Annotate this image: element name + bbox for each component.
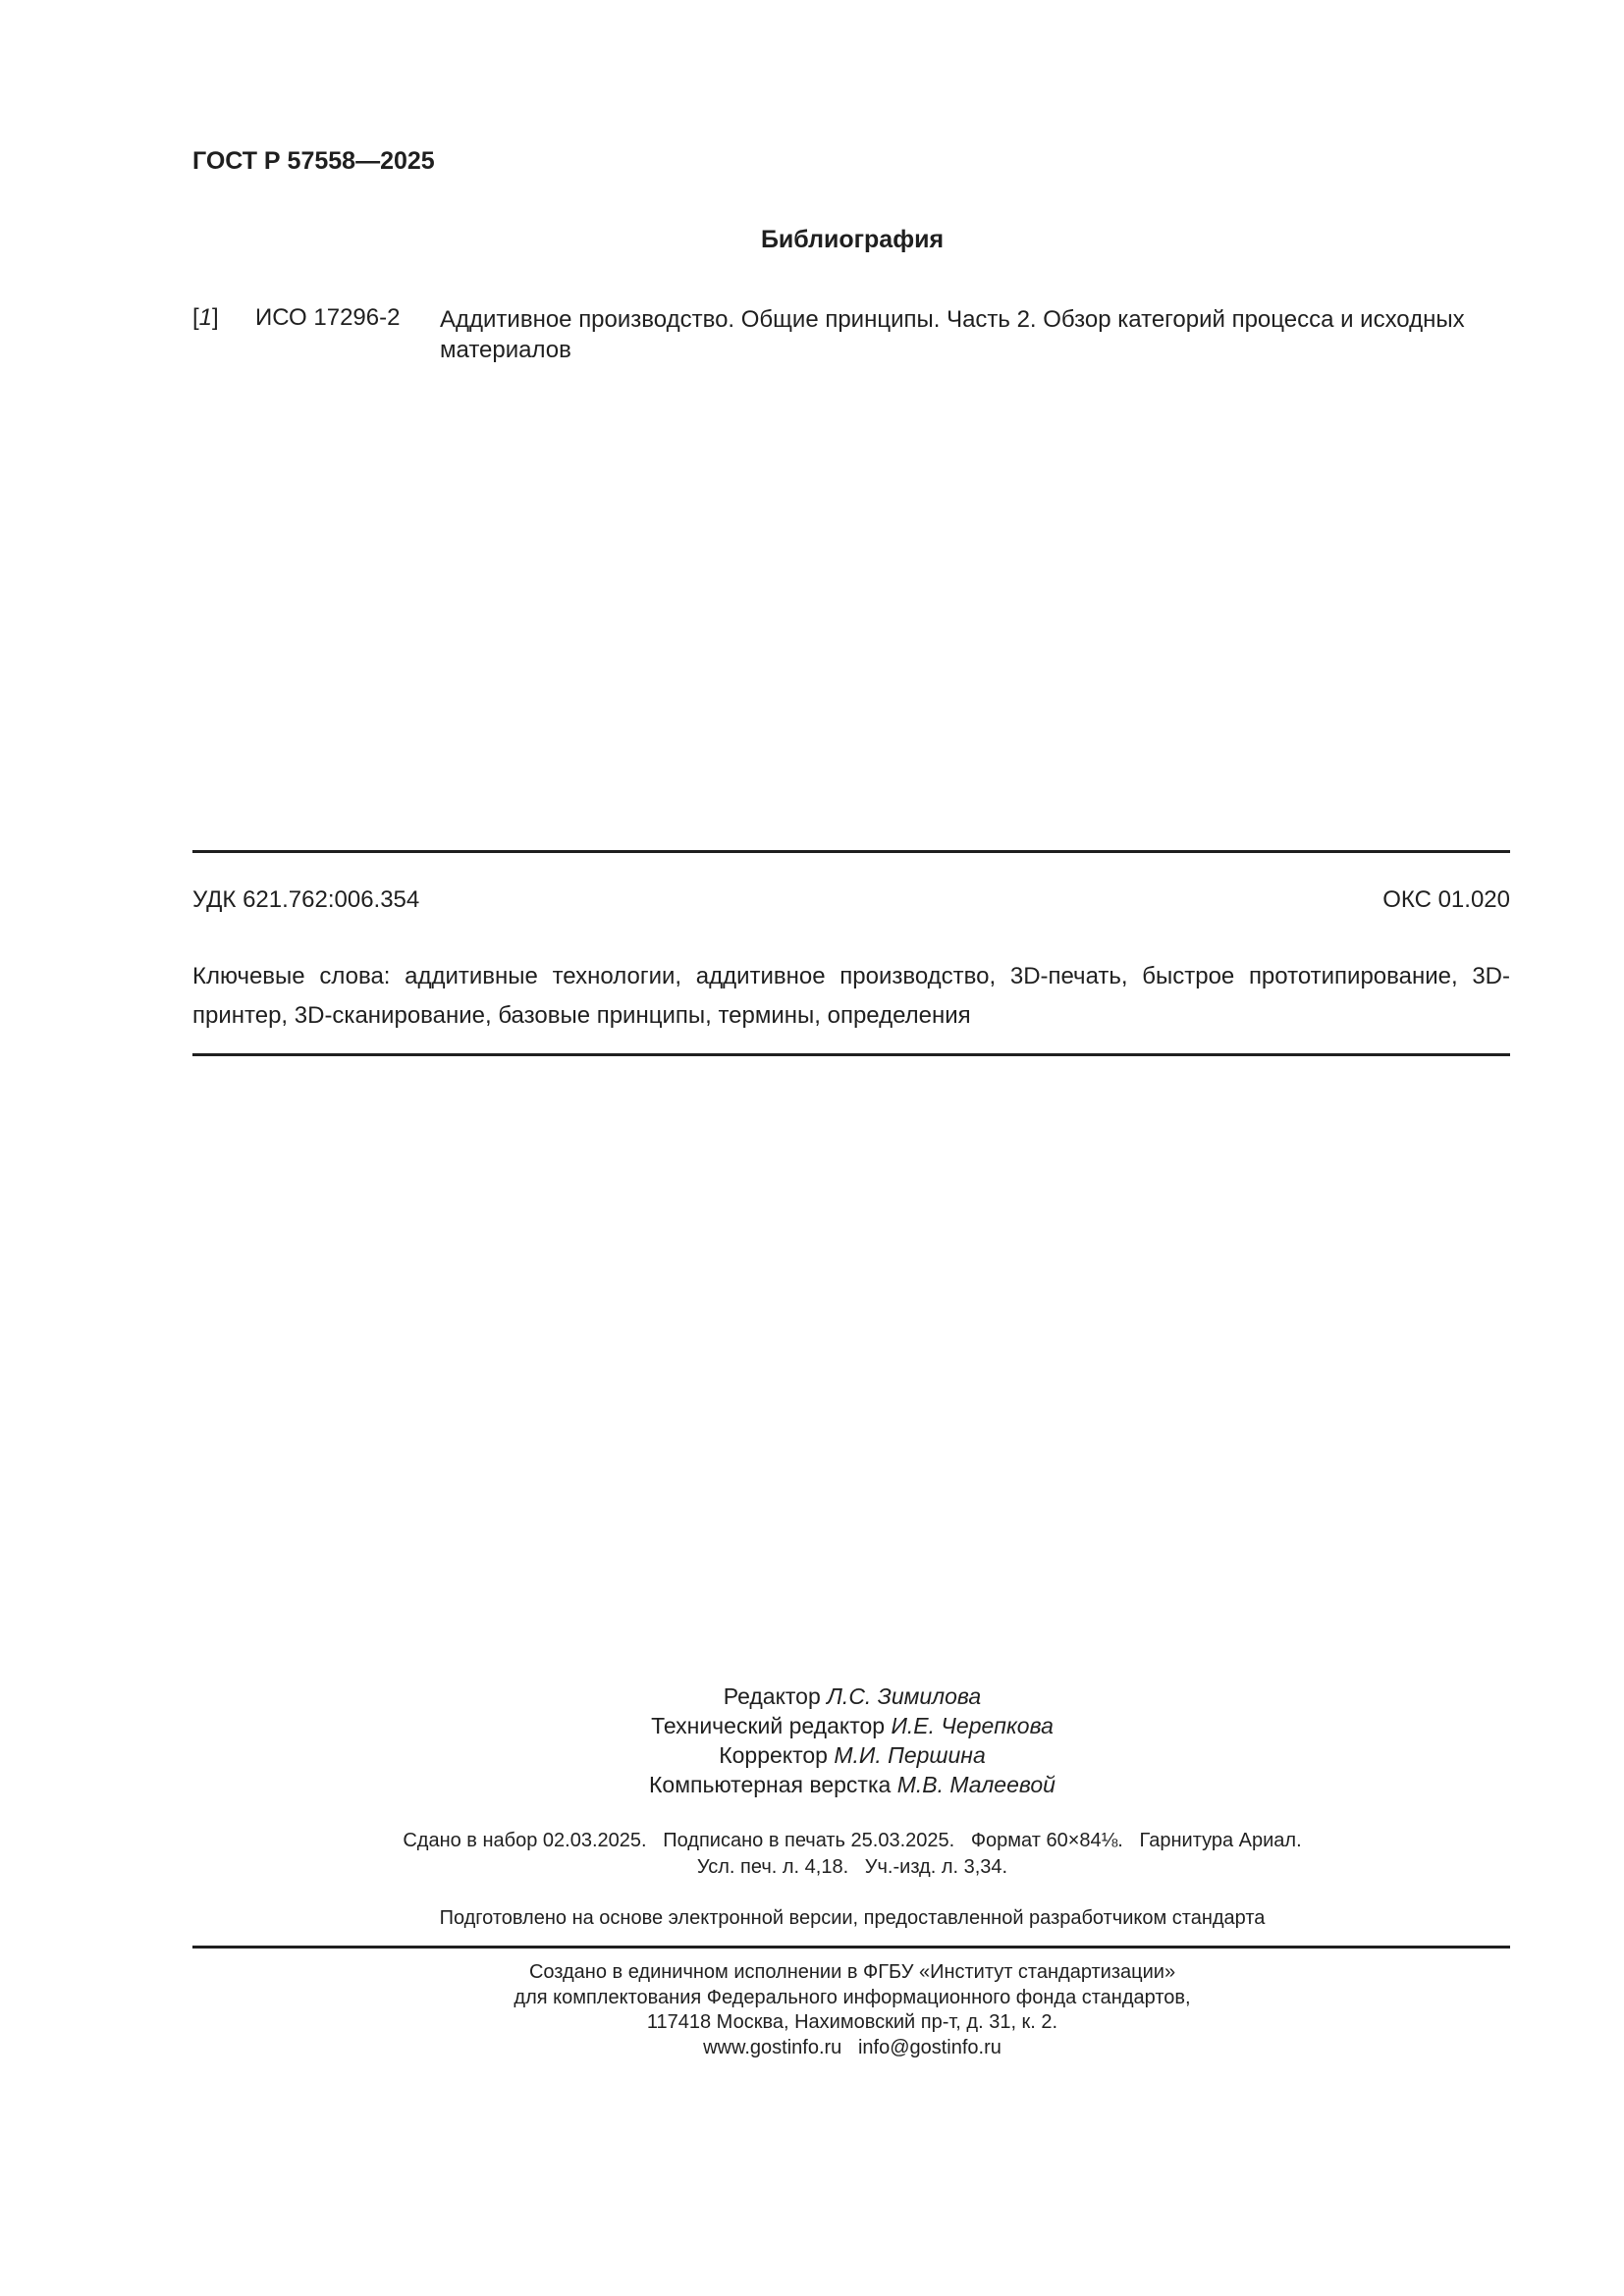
- email-link[interactable]: info@gostinfo.ru: [857, 2036, 1001, 2058]
- footer-line3: 117418 Москва, Нахимовский пр-т, д. 31, к. 2.: [646, 2011, 1058, 2033]
- footer-contacts: [0, 2036, 1624, 2061]
- udk-code: УДК 621.762:006.354: [192, 886, 420, 913]
- print-info-line2: Усл. печ. л. 4,18. Уч.-изд. л. 3,34.: [696, 1856, 1008, 1878]
- oks-code: ОКС 01.020: [1382, 886, 1510, 913]
- footer-line1: Создано в единичном исполнении в ФГБУ «Институт стандартизации»: [528, 1961, 1176, 1983]
- document-code: ГОСТ Р 57558—2025: [192, 147, 435, 175]
- reference-number: [192, 304, 219, 332]
- bracket-open: [: [192, 304, 199, 331]
- reference-index: 1: [198, 304, 213, 331]
- print-info: [0, 1828, 1624, 1881]
- divider-footer: [192, 1946, 1510, 1949]
- footer-line2: для комплектования Федерального информационного фонда стандартов,: [514, 1986, 1191, 2008]
- credit-proofreader: Корректор М.И. Першина: [719, 1742, 986, 1768]
- divider-keywords: [192, 1053, 1510, 1056]
- keywords: Ключевые слова: аддитивные технологии, аддитивное производство, 3D-печать, быстрое прототипирование, 3D-принтер, 3D-сканирование, базовые принципы, термины, определения: [192, 963, 1510, 1029]
- credit-tech-editor: Технический редактор И.Е. Черепкова: [651, 1713, 1054, 1738]
- credits-block: [0, 1682, 1624, 1799]
- credit-editor: Редактор Л.С. Зимилова: [723, 1683, 982, 1709]
- prepared-note: Подготовлено на основе электронной версии, предоставленной разработчиком стандарта: [439, 1907, 1266, 1929]
- bibliography-title: Библиография: [760, 226, 945, 253]
- website-link[interactable]: www.gostinfo.ru: [703, 2036, 842, 2058]
- reference-title: Аддитивное производство. Общие принципы. Часть 2. Обзор категорий процесса и исходных материалов: [440, 306, 1465, 363]
- reference-standard: ИСО 17296-2: [255, 304, 401, 331]
- publisher-footer: [0, 1960, 1624, 2060]
- divider-top: [192, 850, 1510, 853]
- print-info-line1: Сдано в набор 02.03.2025. Подписано в печать 25.03.2025. Формат 60×84⅛. Гарнитура Ариал.: [403, 1830, 1302, 1851]
- credit-layout: Компьютерная верстка М.В. Малеевой: [649, 1772, 1056, 1797]
- bracket-close: ]: [212, 304, 219, 331]
